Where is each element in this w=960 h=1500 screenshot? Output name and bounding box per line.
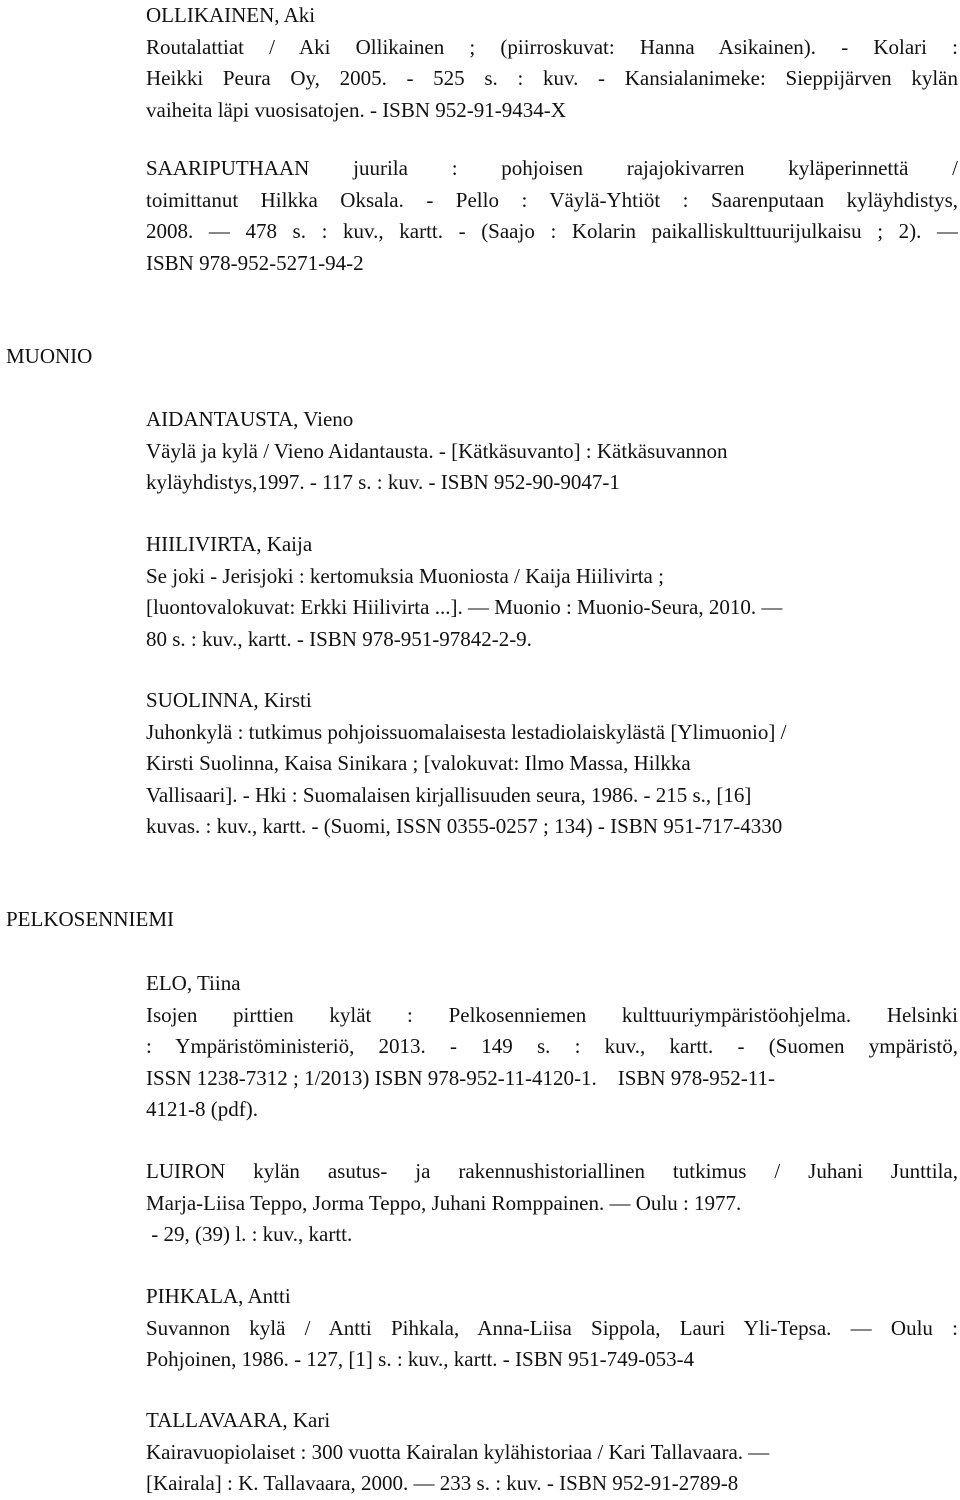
bibliography-entry-aidantausta — [146, 404, 958, 499]
entry-text-line: Isojen pirttien kylät : Pelkosenniemen kulttuuriympäristöohjelma. Helsinki — [146, 1002, 958, 1027]
bibliography-entry-hiilivirta — [146, 529, 958, 655]
entry-text-line: LUIRON kylän asutus- ja rakennushistoriallinen tutkimus / Juhani Junttila, — [146, 1159, 958, 1183]
entry-text-line: Pohjoinen, 1986. - 127, [1] s. : kuv., kartt. - ISBN 951-749-053-4 — [146, 1347, 695, 1371]
bibliography-entry-tallavaara — [146, 1405, 958, 1500]
bibliography-entry-pihkala — [146, 1281, 958, 1376]
entry-text-line: [luontovalokuvat: Erkki Hiilivirta ...]. — Muonio : Muonio-Seura, 2010. — — [146, 595, 783, 619]
entry-text-line: 4121-8 (pdf). — [146, 1097, 258, 1121]
entry-text-line: kuvas. : kuv., kartt. - (Suomi, ISSN 0355-0257 ; 134) - ISBN 951-717-4330 — [146, 814, 783, 838]
entry-author: AIDANTAUSTA, Vieno — [146, 407, 354, 431]
bibliography-entry-suolinna — [146, 685, 958, 843]
entry-text-line: ISBN 978-952-5271-94-2 — [146, 250, 364, 275]
bibliography-entry-ollikainen — [146, 0, 958, 126]
entry-author: TALLAVAARA, Kari — [146, 1408, 331, 1432]
entry-author: HIILIVIRTA, Kaija — [146, 532, 313, 556]
bibliography-entry-luiro — [146, 1156, 958, 1251]
entry-text-line: Kirsti Suolinna, Kaisa Sinikara ; [valokuvat: Ilmo Massa, Hilkka — [146, 751, 691, 775]
section-heading-pelkosenniemi: PELKOSENNIEMI — [6, 907, 174, 931]
entry-author: PIHKALA, Antti — [146, 1284, 291, 1308]
entry-text-line: 80 s. : kuv., kartt. - ISBN 978-951-97842-2-9. — [146, 626, 532, 651]
entry-text-line: Routalattiat / Aki Ollikainen ; (piirroskuvat: Hanna Asikainen). - Kolari : — [146, 34, 958, 59]
entry-author: OLLIKAINEN, Aki — [146, 3, 316, 27]
bibliography-entry-saariputhaan — [146, 153, 958, 279]
entry-text-line: 2008. — 478 s. : kuv., kartt. - (Saajo : Kolarin paikalliskulttuurijulkaisu ; 2). — — [146, 219, 958, 243]
entry-text-line: Vallisaari]. - Hki : Suomalaisen kirjallisuuden seura, 1986. - 215 s., [16] — [146, 782, 752, 807]
entry-text-line: Juhonkylä : tutkimus pohjoissuomalaisesta lestadiolaiskylästä [Ylimuonio] / — [146, 719, 787, 744]
entry-author: SUOLINNA, Kirsti — [146, 688, 312, 712]
entry-text-line: SAARIPUTHAAN juurila : pohjoisen rajajokivarren kyläperinnettä / — [146, 156, 958, 180]
entry-text-line: : Ympäristöministeriö, 2013. - 149 s. : kuv., kartt. - (Suomen ympäristö, — [146, 1034, 958, 1058]
section-heading-muonio: MUONIO — [6, 344, 93, 368]
entry-text-line: Kairavuopiolaiset : 300 vuotta Kairalan kylähistoriaa / Kari Tallavaara. — — [146, 1439, 770, 1464]
entry-text-line: vaiheita läpi vuosisatojen. - ISBN 952-91-9434-X — [146, 97, 566, 122]
bibliography-entry-elo — [146, 968, 958, 1126]
entry-text-line: Se joki - Jerisjoki : kertomuksia Muoniosta / Kaija Hiilivirta ; — [146, 563, 664, 588]
entry-text-line: Marja-Liisa Teppo, Jorma Teppo, Juhani Romppainen. — Oulu : 1977. — [146, 1190, 742, 1215]
entry-author: ELO, Tiina — [146, 971, 241, 995]
entry-text-line: Suvannon kylä / Antti Pihkala, Anna-Liisa Sippola, Lauri Yli-Tepsa. — Oulu : — [146, 1315, 958, 1340]
entry-text-line: ISSN 1238-7312 ; 1/2013) ISBN 978-952-11-4120-1. ISBN 978-952-11- — [146, 1065, 776, 1090]
entry-text-line: [Kairala] : K. Tallavaara, 2000. — 233 s. : kuv. - ISBN 952-91-2789-8 — [146, 1471, 739, 1495]
entry-text-line: kyläyhdistys,1997. - 117 s. : kuv. - ISBN 952-90-9047-1 — [146, 470, 620, 494]
entry-text-line: Väylä ja kylä / Vieno Aidantausta. - [Kätkäsuvanto] : Kätkäsuvannon — [146, 438, 728, 463]
entry-text-line: Heikki Peura Oy, 2005. - 525 s. : kuv. - Kansialanimeke: Sieppijärven kylän — [146, 66, 958, 90]
entry-text-line: - 29, (39) l. : kuv., kartt. — [146, 1222, 353, 1246]
entry-text-line: toimittanut Hilkka Oksala. - Pello : Väylä-Yhtiöt : Saarenputaan kyläyhdistys, — [146, 187, 958, 212]
